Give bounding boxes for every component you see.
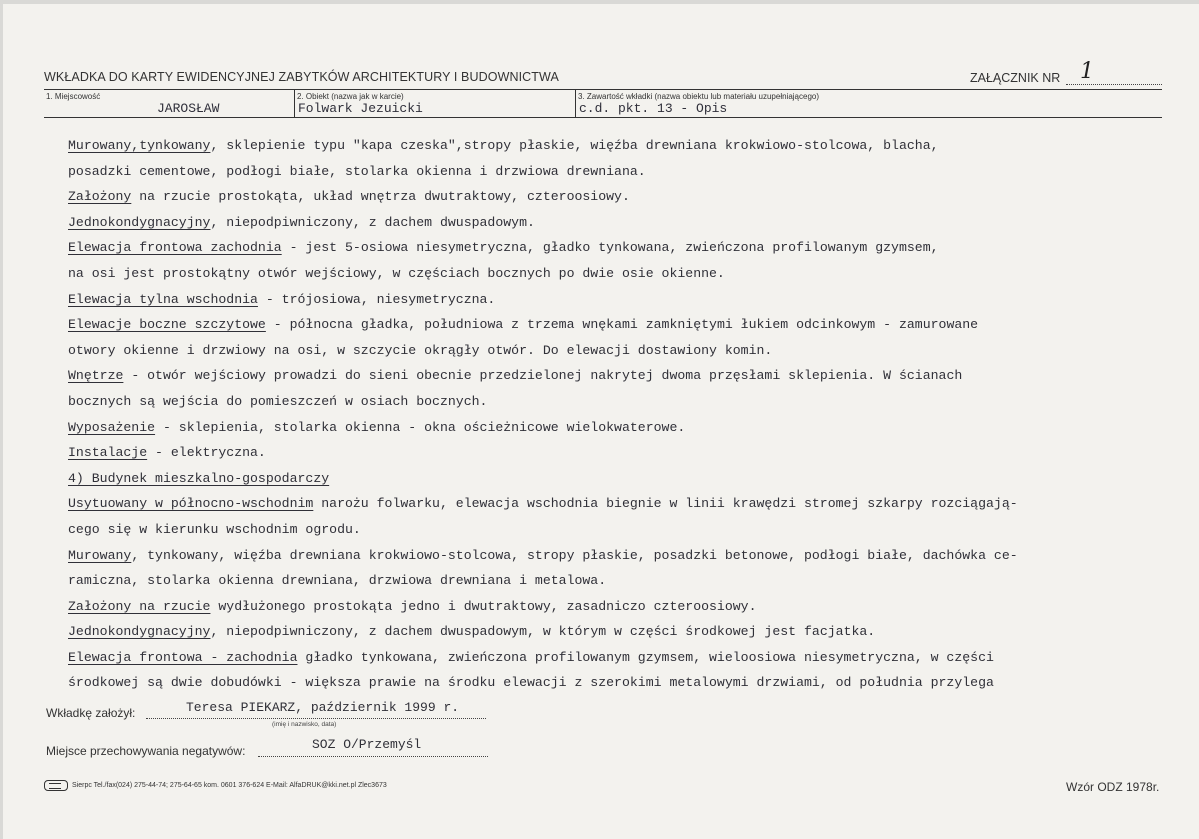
prepared-by-caption: (imię i nazwisko, data) [272,721,337,728]
text-line [68,517,1108,543]
line-text: - jest 5-osiowa niesymetryczna, gładko tynkowana, zwieńczona profilowanym gzymsem, [281,240,939,256]
underlined-heading: Elewacja frontowa zachodnia [68,240,282,256]
field-value-locality: JAROSŁAW [157,101,220,116]
text-line [68,363,1108,389]
text-line [68,338,1108,364]
underlined-heading: Jednokondygnacyjny [68,214,211,230]
line-text: - sklepienia, stolarka okienna - okna ościeżnicowe wielokwaterowe. [155,419,686,435]
negatives-location-line [258,755,488,757]
field-label-object: 2. Obiekt (nazwa jak w karcie) [297,92,404,101]
line-text: , tynkowany, więźba drewniana krokwiowo-stolcowa, stropy płaskie, posadzki betonowe, podłogi białe, dachówka ce- [131,547,1018,563]
underlined-heading: Założony na rzucie [68,598,211,614]
text-line [68,440,1108,466]
text-line [68,543,1108,569]
line-text: narożu folwarku, elewacja wschodnia biegnie w linii krawędzi stromej szkarpy rozciągają- [313,496,1018,512]
text-line [68,159,1108,185]
prepared-by-value: Teresa PIEKARZ, październik 1999 r. [186,700,460,715]
field-separator [575,89,576,118]
attachment-label: ZAŁĄCZNIK NR [970,71,1061,85]
underlined-heading: Założony [68,189,132,205]
underlined-heading: Usytuowany w północno-wschodnim [68,496,314,512]
line-text: ramiczna, stolarka okienna drewniana, drzwiowa drewniana i metalowa. [68,573,607,589]
text-line [68,133,1108,159]
underlined-heading: Elewacja frontowa - zachodnia [68,649,298,665]
line-text: - trójosiowa, niesymetryczna. [257,291,496,307]
text-line [68,619,1108,645]
line-text: , sklepienie typu "kapa czeska",stropy płaskie, więźba drewniana krokwiowo-stolcowa, blacha, [210,138,939,153]
line-text: - północna gładka, południowa z trzema wnękami zamkniętymi łukiem odcinkowym - zamurowane [265,317,979,333]
printer-logo-icon [44,780,68,791]
form-model: Wzór ODZ 1978r. [1066,780,1160,794]
text-line [68,235,1108,261]
underlined-heading: Elewacje boczne szczytowe [68,317,266,333]
underlined-heading: Instalacje [68,445,148,461]
underlined-heading: Wyposażenie [68,419,156,435]
field-label-content: 3. Zawartość wkładki (nazwa obiektu lub materiału uzupełniającego) [578,92,820,101]
printer-info [44,780,387,791]
line-text: na rzucie prostokąta, układ wnętrza dwutraktowy, czteroosiowy. [131,189,630,205]
underlined-heading: Wnętrze [68,368,124,384]
line-text: na osi jest prostokątny otwór wejściowy, w częściach bocznych po dwie osie okienne. [68,265,725,281]
text-line [68,645,1108,671]
field-label-locality: 1. Miejscowość [46,92,101,101]
prepared-by-line [146,717,486,719]
description-text [68,133,1108,696]
line-text: posadzki cementowe, podłogi białe, stolarka okienna i drzwiowa drewniana. [68,163,646,179]
line-text: - otwór wejściowy prowadzi do sieni obecnie przedzielonej nakrytej dwoma przęsłami sklepienia. W ścianach [123,368,963,384]
attachment-number-field [1066,60,1162,85]
scan-edge-top [0,0,1199,4]
field-value-content: c.d. pkt. 13 - Opis [579,101,728,116]
line-text: wydłużonego prostokąta jedno i dwutraktowy, zasadniczo czteroosiowy. [210,598,757,614]
text-line [68,210,1108,236]
field-value-object: Folwark Jezuicki [298,101,423,116]
printer-info-text: Sierpc Tel./fax(024) 275-44-74; 275-64-65 kom. 0601 376-624 E-Mail: AlfaDRUK@kki.net.pl Zlec3673 [72,782,387,789]
line-text: otwory okienne i drzwiowy na osi, w szczycie okrągły otwór. Do elewacji dostawiony komin. [68,342,773,358]
text-line [68,261,1108,287]
negatives-location-value: SOZ O/Przemyśl [312,737,422,752]
line-text: gładko tynkowana, zwieńczona profilowanym gzymsem, wieloosiowa niesymetryczna, w części [297,649,994,665]
line-text: , niepodpiwniczony, z dachem dwuspadowym. [210,214,535,230]
header-top-rule [44,89,1162,90]
line-text: bocznych są wejścia do pomieszczeń w osiach bocznych. [68,393,488,409]
field-separator [294,89,295,118]
line-text: - elektryczna. [147,445,266,461]
text-line [68,491,1108,517]
text-line [68,466,1108,492]
text-line [68,670,1108,696]
negatives-location-label: Miejsce przechowywania negatywów: [46,744,246,758]
text-line [68,287,1108,313]
line-text: środkowej są dwie dobudówki - większa prawie na środku elewacji z szerokimi metalowymi drzwiami, od południa przylega [68,675,994,691]
text-line [68,415,1108,441]
underlined-heading: 4) Budynek mieszkalno-gospodarczy [68,470,330,486]
form-title: WKŁADKA DO KARTY EWIDENCYJNEJ ZABYTKÓW ARCHITEKTURY I BUDOWNICTWA [44,70,559,84]
text-line [68,184,1108,210]
line-text: cego się w kierunku wschodnim ogrodu. [68,521,361,537]
header-bottom-rule [44,117,1162,118]
text-line [68,568,1108,594]
prepared-by-label: Wkładkę założył: [46,706,136,720]
underlined-heading: Murowany [68,547,132,563]
underlined-heading: Jednokondygnacyjny [68,624,211,640]
text-line [68,312,1108,338]
line-text: , niepodpiwniczony, z dachem dwuspadowym, w którym w części środkowej jest facjatka. [210,624,876,640]
underlined-heading: Elewacja tylna wschodnia [68,291,258,307]
text-line [68,389,1108,415]
attachment-number: 1 [1080,59,1094,84]
scan-edge-left [0,0,3,839]
text-line [68,594,1108,620]
underlined-heading: Murowany,tynkowany [68,138,211,153]
